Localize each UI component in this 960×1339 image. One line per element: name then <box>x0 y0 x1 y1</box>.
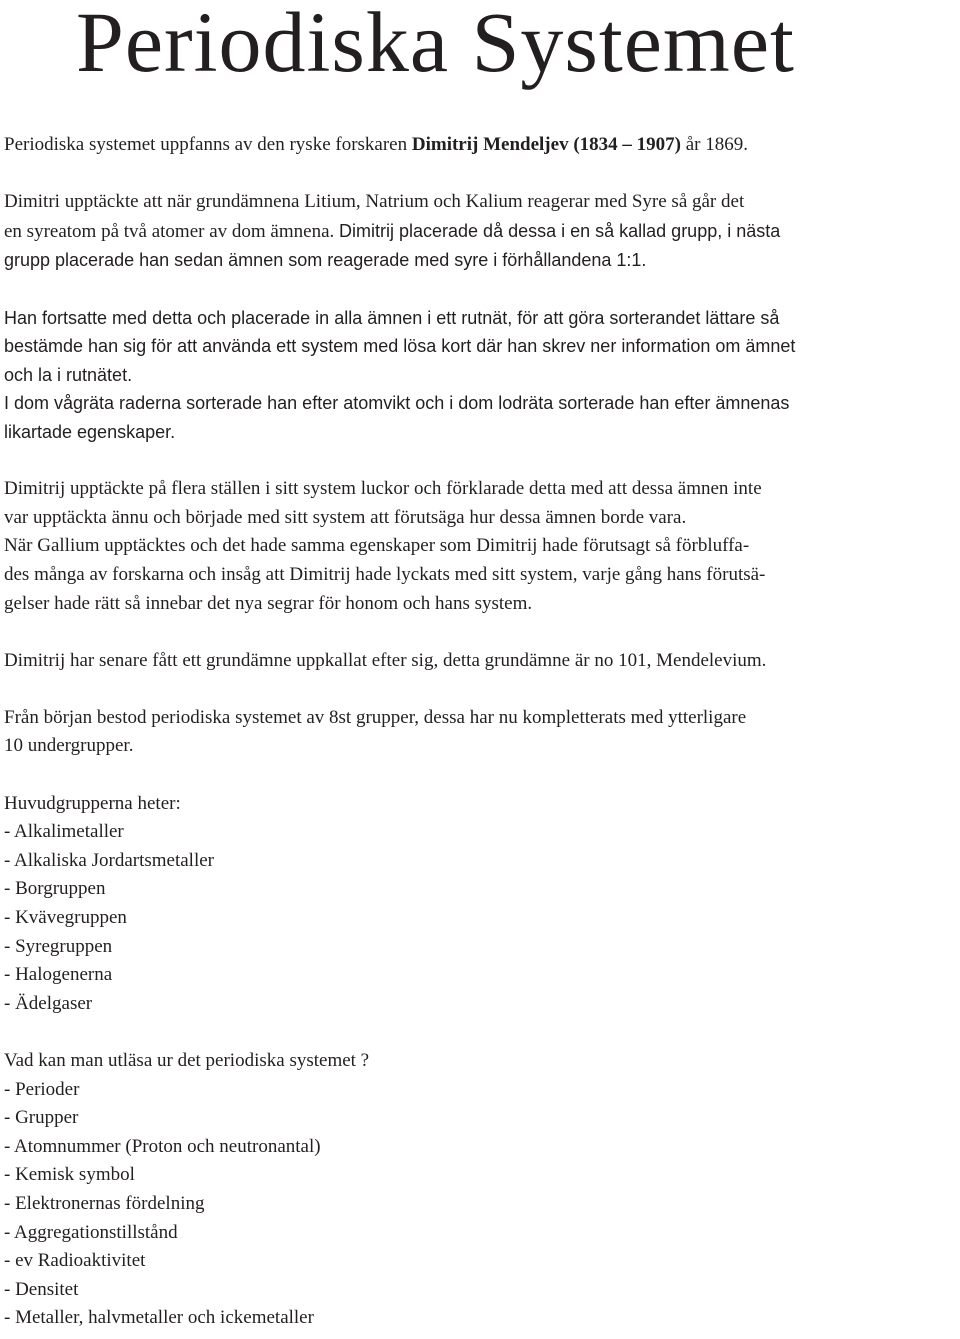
list-item: - Atomnummer (Proton och neutronantal) <box>4 1135 321 1157</box>
paragraph-gap <box>4 447 956 476</box>
intro-text: Periodiska systemet uppfanns av den ryske forskaren <box>4 134 412 155</box>
readout-list <box>4 1076 956 1333</box>
grid-paragraph <box>4 304 956 447</box>
paragraph-gap <box>4 675 956 704</box>
text-segment: en syreatom på två atomer av dom ämnena. <box>4 220 340 242</box>
text-line: och la i rutnätet. <box>4 364 133 385</box>
text-line: Han fortsatte med detta och placerade in alla ämnen i ett rutnät, för att göra sorterandet lättare så <box>4 307 780 328</box>
main-groups-heading: Huvudgrupperna heter: <box>4 792 181 814</box>
paragraph-gap <box>4 761 956 790</box>
document-body <box>4 131 956 1333</box>
text-line: gelser hade rätt så innebar det nya segrar för honom och hans system. <box>4 592 533 614</box>
list-item: - Alkaliska Jordartsmetaller <box>4 849 214 871</box>
page-title: Periodiska Systemet <box>76 0 795 90</box>
text-line: När Gallium upptäcktes och det hade samma egenskaper som Dimitrij hade förutsagt så förbluffa- <box>4 535 750 557</box>
list-item: - Kvävegruppen <box>4 907 127 929</box>
text-line: I dom vågräta raderna sorterade han efter atomvikt och i dom lodräta sorterade han efter ämnenas <box>4 393 790 414</box>
text-line: var upptäckta ännu och började med sitt system att förutsäga hur dessa ämnen borde vara. <box>4 506 687 528</box>
text-line <box>4 217 956 247</box>
intro-year: år 1869. <box>680 134 748 155</box>
mendeljev-name: Dimitrij Mendeljev (1834 – 1907) <box>411 134 681 155</box>
intro-paragraph <box>4 131 956 160</box>
main-groups-list <box>4 818 956 1018</box>
list-item: - Perioder <box>4 1078 80 1100</box>
text-line: likartade egenskaper. <box>4 421 176 442</box>
text-line: Dimitri upptäckte att när grundämnena Litium, Natrium och Kalium reagerar med Syre så går det <box>4 191 745 213</box>
list-item: - Metaller, halvmetaller och ickemetaller <box>4 1307 314 1329</box>
paragraph-gap <box>4 618 956 647</box>
list-item: - Densitet <box>4 1278 79 1300</box>
list-item: - Syregruppen <box>4 935 113 957</box>
text-line: Dimitrij upptäckte på flera ställen i sitt system luckor och förklarade detta med att dessa ämnen inte <box>4 478 762 500</box>
text-line: grupp placerade han sedan ämnen som reagerade med syre i förhållandena 1:1. <box>4 250 647 271</box>
list-item: - ev Radioaktivitet <box>4 1250 146 1272</box>
readout-heading: Vad kan man utläsa ur det periodiska systemet ? <box>4 1050 370 1071</box>
text-line: bestämde han sig för att använda ett system med lösa kort där han skrev ner information om ämnet <box>4 336 796 357</box>
text-line: des många av forskarna och insåg att Dimitrij hade lyckats med sitt system, varje gång hans förutsä- <box>4 563 766 585</box>
text-line: Från början bestod periodiska systemet av 8st grupper, dessa har nu kompletterats med ytterligare <box>4 706 747 728</box>
list-item: - Aggregationstillstånd <box>4 1221 178 1243</box>
groups-history-paragraph <box>4 704 956 761</box>
text-line: 10 undergrupper. <box>4 735 134 757</box>
list-item: - Alkalimetaller <box>4 821 124 843</box>
list-item: - Elektronernas fördelning <box>4 1192 205 1214</box>
gaps-paragraph <box>4 475 956 618</box>
list-item: - Borgruppen <box>4 878 106 900</box>
paragraph-gap <box>4 275 956 304</box>
discovery-paragraph <box>4 188 956 275</box>
mendelevium-paragraph <box>4 647 956 676</box>
list-item: - Halogenerna <box>4 964 113 986</box>
list-item: - Ädelgaser <box>4 992 93 1014</box>
paragraph-gap <box>4 1018 956 1047</box>
text-segment: Dimitrij placerade då dessa i en så kallad grupp, i nästa <box>339 220 781 241</box>
list-item: - Grupper <box>4 1107 79 1129</box>
list-item: - Kemisk symbol <box>4 1164 135 1186</box>
paragraph-gap <box>4 160 956 189</box>
text-line: Dimitrij har senare fått ett grundämne uppkallat efter sig, detta grundämne är no 101, Mendelevium. <box>4 649 767 671</box>
